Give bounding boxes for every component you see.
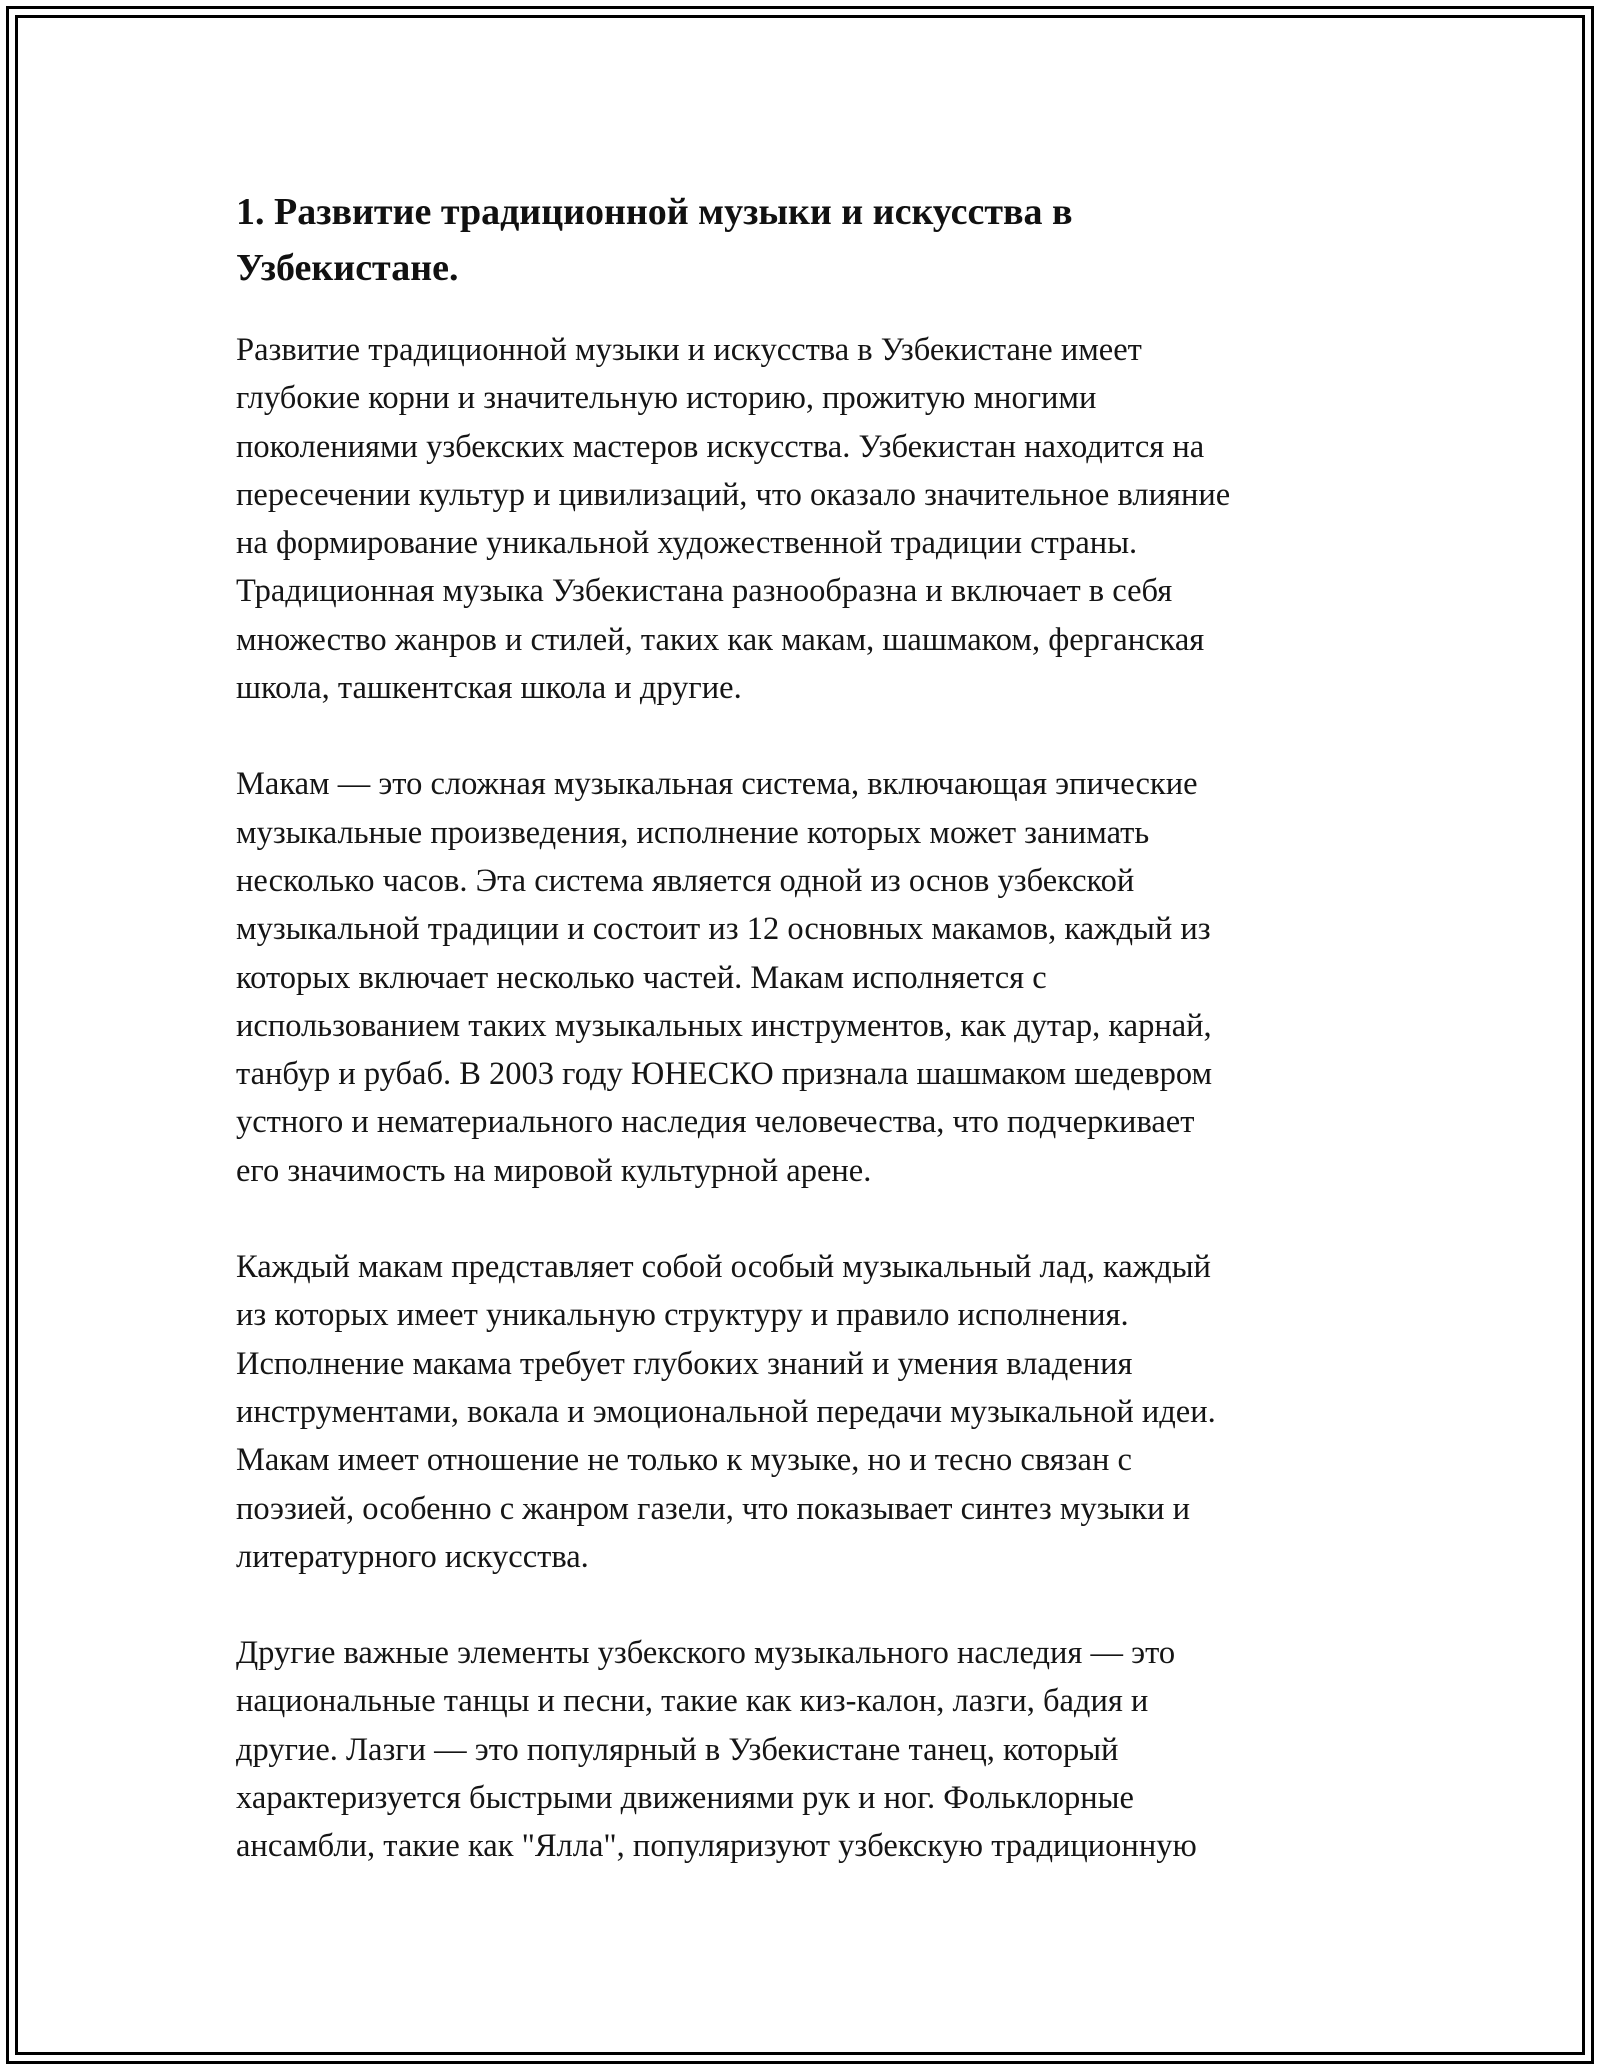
text-line: пересечении культур и цивилизаций, что оказало значительное влияние xyxy=(236,476,1231,513)
text-line: Макам имеет отношение не только к музыке, но и тесно связан с xyxy=(236,1442,1132,1479)
text-line: характеризуется быстрыми движениями рук и ног. Фольклорные xyxy=(236,1780,1134,1817)
text-line: использованием таких музыкальных инструментов, как дутар, карнай, xyxy=(236,1007,1212,1044)
paragraph-2 xyxy=(236,760,1371,1195)
text-line: устного и нематериального наследия человечества, что подчеркивает xyxy=(236,1104,1195,1141)
text-line: глубокие корни и значительную историю, прожитую многими xyxy=(236,380,1097,417)
heading-line: 1. Развитие традиционной музыки и искусства в xyxy=(236,191,1073,233)
document-body xyxy=(236,184,1371,1919)
text-line: из которых имеет уникальную структуру и правило исполнения. xyxy=(236,1297,1129,1334)
text-line: Развитие традиционной музыки и искусства в Узбекистане имеет xyxy=(236,332,1142,368)
text-line: инструментами, вокала и эмоциональной передачи музыкальной идеи. xyxy=(236,1393,1216,1430)
text-line: множество жанров и стилей, таких как макам, шашмаком, ферганская xyxy=(236,621,1205,658)
text-line: школа, ташкентская школа и другие. xyxy=(236,670,742,707)
text-line: Традиционная музыка Узбекистана разнообразна и включает в себя xyxy=(236,573,1173,610)
text-line: которых включает несколько частей. Макам исполняется с xyxy=(236,959,1047,996)
text-line: танбур и рубаб. В 2003 году ЮНЕСКО признала шашмаком шедевром xyxy=(236,1056,1213,1093)
text-line: несколько часов. Эта система является одной из основ узбекской xyxy=(236,862,1135,899)
text-line: Другие важные элементы узбекского музыкального наследия — это xyxy=(236,1635,1176,1672)
text-line: поэзией, особенно с жанром газели, что показывает синтез музыки и xyxy=(236,1490,1191,1527)
text-line: национальные танцы и песни, такие как киз-калон, лазги, бадия и xyxy=(236,1683,1149,1720)
text-line: Каждый макам представляет собой особый музыкальный лад, каждый xyxy=(236,1249,1211,1286)
text-line: поколениями узбекских мастеров искусства. Узбекистан находится на xyxy=(236,428,1205,465)
text-line: музыкальной традиции и состоит из 12 основных макамов, каждый из xyxy=(236,911,1211,948)
text-line: ансамбли, такие как "Ялла", популяризуют узбекскую традиционную xyxy=(236,1828,1197,1865)
paragraph-3 xyxy=(236,1243,1371,1581)
text-line: Исполнение макама требует глубоких знаний и умения владения xyxy=(236,1345,1133,1382)
text-line: Макам — это сложная музыкальная система, включающая эпические xyxy=(236,766,1198,803)
text-line: музыкальные произведения, исполнение которых может занимать xyxy=(236,814,1150,851)
text-line: литературного искусства. xyxy=(236,1538,589,1575)
section-heading xyxy=(236,184,1371,296)
paragraph-4 xyxy=(236,1629,1371,1870)
paragraph-1 xyxy=(236,326,1371,712)
text-line: на формирование уникальной художественной традиции страны. xyxy=(236,525,1138,562)
text-line: его значимость на мировой культурной арене. xyxy=(236,1152,872,1189)
text-line: другие. Лазги — это популярный в Узбекистане танец, который xyxy=(236,1731,1119,1768)
heading-line: Узбекистане. xyxy=(236,247,459,289)
